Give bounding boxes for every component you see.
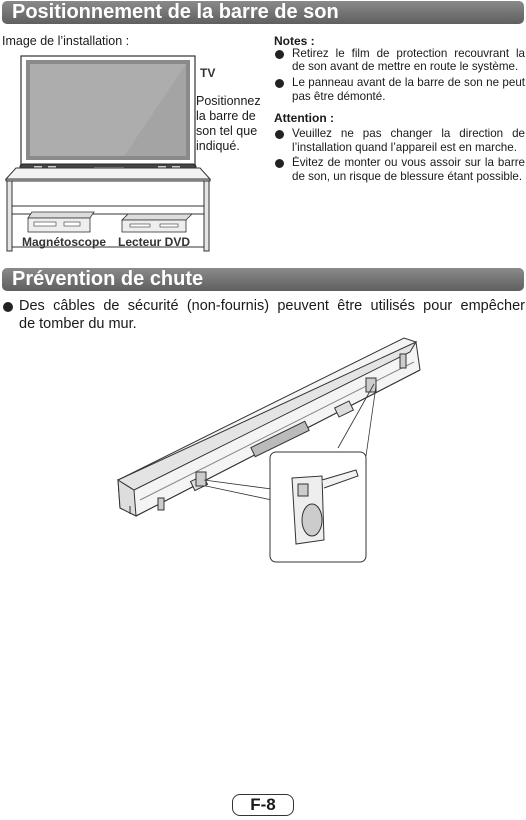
dvd-player-label: Lecteur DVD [118,235,191,249]
attention-1-line-1: Veuillez ne pas changer la direction de [292,127,525,140]
page-number-label: F-8 [232,794,294,816]
attention-title: Attention : [274,111,334,125]
attention-2-line-1: Évitez de monter ou vous assoir sur la barre [292,156,525,169]
prevention-body [19,297,525,333]
callout-line: la barre de [196,109,256,123]
soundbar-rear-illustration [118,338,420,516]
section-header-positionnement: Positionnement de la barre de son [2,1,524,24]
prevention-line-2: de tomber du mur. [19,316,137,332]
bullet-icon [275,159,284,168]
callout-line: son tel que [196,124,258,138]
bullet-icon [275,79,284,88]
attention-1-line-2: l’installation quand l’appareil est en marche. [292,141,517,154]
note-1-line-2: de son avant de mettre en route le système. [292,60,519,73]
callout-line: Positionnez [196,94,261,108]
installation-illustration [4,54,264,254]
prevention-line-1: Des câbles de sécurité (non-fournis) peuvent être utilisés pour empêcher [19,298,525,314]
dvd-player-illustration [122,214,192,232]
attention-2-line-2: de son, un risque de blessure étant possible. [292,170,523,183]
install-caption: Image de l’installation : [2,34,130,48]
callout-line: indiqué. [196,139,240,153]
note-2-line-2: pas être démonté. [292,90,386,103]
tv-illustration [21,56,195,166]
vcr-illustration [28,212,94,232]
section-header-prevention: Prévention de chute [2,268,524,291]
zoom-detail-box [270,452,366,562]
notes-title: Notes : [274,34,315,48]
bullet-icon [275,50,284,59]
callout-text [196,94,261,154]
tv-label: TV [200,66,216,80]
bullet-icon [3,302,13,312]
note-2-line-1: Le panneau avant de la barre de son ne peut [292,76,525,89]
vcr-label: Magnétoscope [22,235,107,249]
bullet-icon [275,130,284,139]
note-1-line-1: Retirez le film de protection recouvrant la [292,47,525,60]
soundbar-cable-illustration [110,330,430,570]
